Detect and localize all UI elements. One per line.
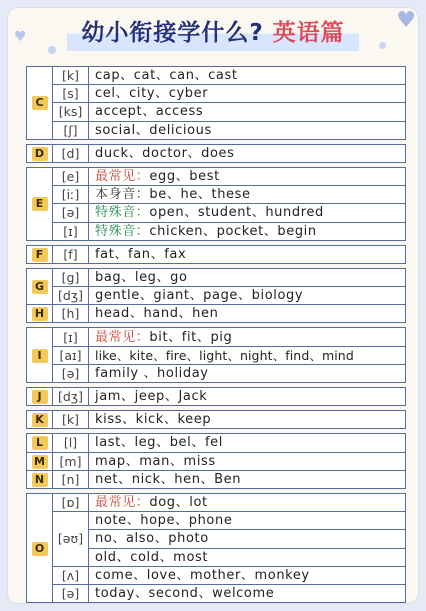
table-row — [27, 346, 406, 364]
title-accent: 英语篇 — [272, 20, 345, 46]
letter-cell — [27, 167, 53, 240]
ipa-cell: [l] — [53, 434, 89, 452]
words-cell — [89, 452, 406, 470]
ipa-cell: [d] — [53, 144, 89, 162]
ipa-cell: [e] — [53, 167, 89, 185]
words-cell — [89, 67, 406, 85]
words-text: last、leg、bel、fel — [95, 435, 223, 451]
phonics-table — [26, 66, 406, 603]
letter-cell — [27, 388, 53, 406]
letter-cell — [27, 493, 53, 602]
table-row — [27, 493, 406, 511]
letter-badge: I — [32, 349, 48, 363]
words-text: social、delicious — [95, 122, 212, 138]
ipa-cell: [ə] — [53, 204, 89, 222]
words-text: old、cold、most — [95, 549, 209, 565]
words-text: head、hand、hen — [95, 306, 219, 322]
letter-badge: E — [32, 197, 48, 211]
ipa-cell: [s] — [53, 85, 89, 103]
words-text: come、love、mother、monkey — [95, 567, 310, 583]
table-row — [27, 121, 406, 139]
table-row — [27, 512, 406, 530]
table-row — [27, 144, 406, 162]
letter-cell — [27, 470, 53, 488]
letter-badge: C — [32, 96, 48, 110]
words-text: bag、leg、go — [95, 269, 188, 285]
words-cell — [89, 245, 406, 263]
title-main: 幼小衔接学什么? — [81, 20, 264, 46]
words-cell — [89, 167, 406, 185]
words-cell — [89, 364, 406, 382]
table-row — [27, 167, 406, 185]
sound-label: 最常见： — [95, 329, 150, 345]
words-cell — [89, 548, 406, 566]
words-cell — [89, 268, 406, 286]
table-row — [27, 245, 406, 263]
words-text: dog、lot — [149, 495, 208, 511]
ipa-cell: [m] — [53, 452, 89, 470]
words-cell — [89, 470, 406, 488]
words-cell — [89, 411, 406, 429]
letter-badge: L — [32, 436, 48, 450]
words-text: open、student、hundred — [149, 205, 324, 221]
words-cell — [89, 204, 406, 222]
table-row — [27, 364, 406, 382]
words-cell — [89, 512, 406, 530]
words-text: note、hope、phone — [95, 513, 233, 529]
words-cell — [89, 493, 406, 511]
words-cell — [89, 222, 406, 240]
table-row — [27, 186, 406, 204]
words-cell — [89, 346, 406, 364]
words-text: duck、doctor、does — [95, 145, 235, 161]
words-cell — [89, 305, 406, 323]
words-text: map、man、miss — [95, 453, 216, 469]
words-text: no、also、photo — [95, 531, 209, 547]
words-cell — [89, 85, 406, 103]
ipa-cell: [ʌ] — [53, 566, 89, 584]
table-row — [27, 204, 406, 222]
table-row — [27, 434, 406, 452]
sound-label: 特殊音： — [95, 223, 150, 239]
table-row — [27, 67, 406, 85]
words-text: jam、jeep、Jack — [95, 389, 208, 405]
ipa-cell: [ə] — [53, 364, 89, 382]
ipa-cell: [dʒ] — [53, 287, 89, 305]
ipa-cell: [dʒ] — [53, 388, 89, 406]
page-title — [67, 12, 358, 51]
words-text: today、second、welcome — [95, 585, 275, 601]
letter-badge: H — [32, 307, 48, 321]
words-text: cap、cat、can、cast — [95, 68, 238, 84]
words-text: chicken、pocket、begin — [149, 223, 317, 239]
ipa-cell: [aɪ] — [53, 346, 89, 364]
words-text: bit、fit、pig — [149, 329, 233, 345]
table-row — [27, 328, 406, 346]
words-text: be、he、these — [149, 187, 251, 203]
letter-badge: F — [32, 248, 48, 262]
words-cell — [89, 566, 406, 584]
ipa-cell: [iː] — [53, 186, 89, 204]
letter-cell — [27, 245, 53, 263]
letter-badge: D — [32, 147, 48, 161]
words-text: like、kite、fire、light、night、find、mind — [95, 347, 354, 363]
letter-cell — [27, 144, 53, 162]
words-cell — [89, 144, 406, 162]
ipa-cell: [k] — [53, 411, 89, 429]
words-cell — [89, 388, 406, 406]
letter-cell — [27, 268, 53, 304]
table-row — [27, 411, 406, 429]
words-cell — [89, 328, 406, 346]
ipa-cell: [əʊ] — [53, 512, 89, 567]
words-cell — [89, 103, 406, 121]
letter-badge: M — [32, 455, 48, 469]
table-row — [27, 103, 406, 121]
words-text: gentle、giant、page、biology — [95, 288, 304, 304]
words-text: cel、city、cyber — [95, 86, 209, 102]
ipa-cell: [ɪ] — [53, 222, 89, 240]
letter-badge: N — [32, 473, 48, 487]
letter-badge: J — [32, 390, 48, 404]
heart-icon: ♥ — [396, 8, 416, 33]
words-text: kiss、kick、keep — [95, 412, 212, 428]
ipa-cell: [ɒ] — [53, 493, 89, 511]
ipa-cell: [ɪ] — [53, 328, 89, 346]
words-cell — [89, 434, 406, 452]
table-row — [27, 305, 406, 323]
table-row — [27, 85, 406, 103]
words-cell — [89, 287, 406, 305]
words-text: fat、fan、fax — [95, 246, 187, 262]
letter-cell — [27, 305, 53, 323]
words-cell — [89, 121, 406, 139]
ipa-cell: [ə] — [53, 584, 89, 602]
sound-label: 最常见： — [95, 169, 150, 185]
table-row — [27, 452, 406, 470]
letter-cell — [27, 411, 53, 429]
letter-cell — [27, 67, 53, 140]
words-text: family 、holiday — [95, 365, 209, 381]
table-row — [27, 388, 406, 406]
words-cell — [89, 530, 406, 548]
ipa-cell: [h] — [53, 305, 89, 323]
sound-label: 最常见： — [95, 495, 150, 511]
ipa-cell: [k] — [53, 67, 89, 85]
words-cell — [89, 584, 406, 602]
letter-badge: O — [32, 542, 48, 556]
table-row — [27, 287, 406, 305]
title-bar — [0, 8, 426, 52]
words-text: egg、best — [149, 169, 220, 185]
words-text: accept、access — [95, 104, 204, 120]
ipa-cell: [f] — [53, 245, 89, 263]
ipa-cell: [ks] — [53, 103, 89, 121]
table-row — [27, 584, 406, 602]
ipa-cell: [ʃ] — [53, 121, 89, 139]
letter-badge: G — [32, 280, 48, 294]
table-row — [27, 470, 406, 488]
ipa-cell: [g] — [53, 268, 89, 286]
letter-cell — [27, 452, 53, 470]
table-row — [27, 566, 406, 584]
sound-label: 特殊音： — [95, 205, 150, 221]
letter-cell — [27, 328, 53, 383]
letter-badge: K — [32, 413, 48, 427]
letter-cell — [27, 434, 53, 452]
sound-label: 本身音： — [95, 187, 150, 203]
words-text: net、nick、hen、Ben — [95, 471, 242, 487]
table-row — [27, 222, 406, 240]
ipa-cell: [n] — [53, 470, 89, 488]
words-cell — [89, 186, 406, 204]
heart-icon: ♥ — [14, 29, 27, 45]
table-row — [27, 268, 406, 286]
